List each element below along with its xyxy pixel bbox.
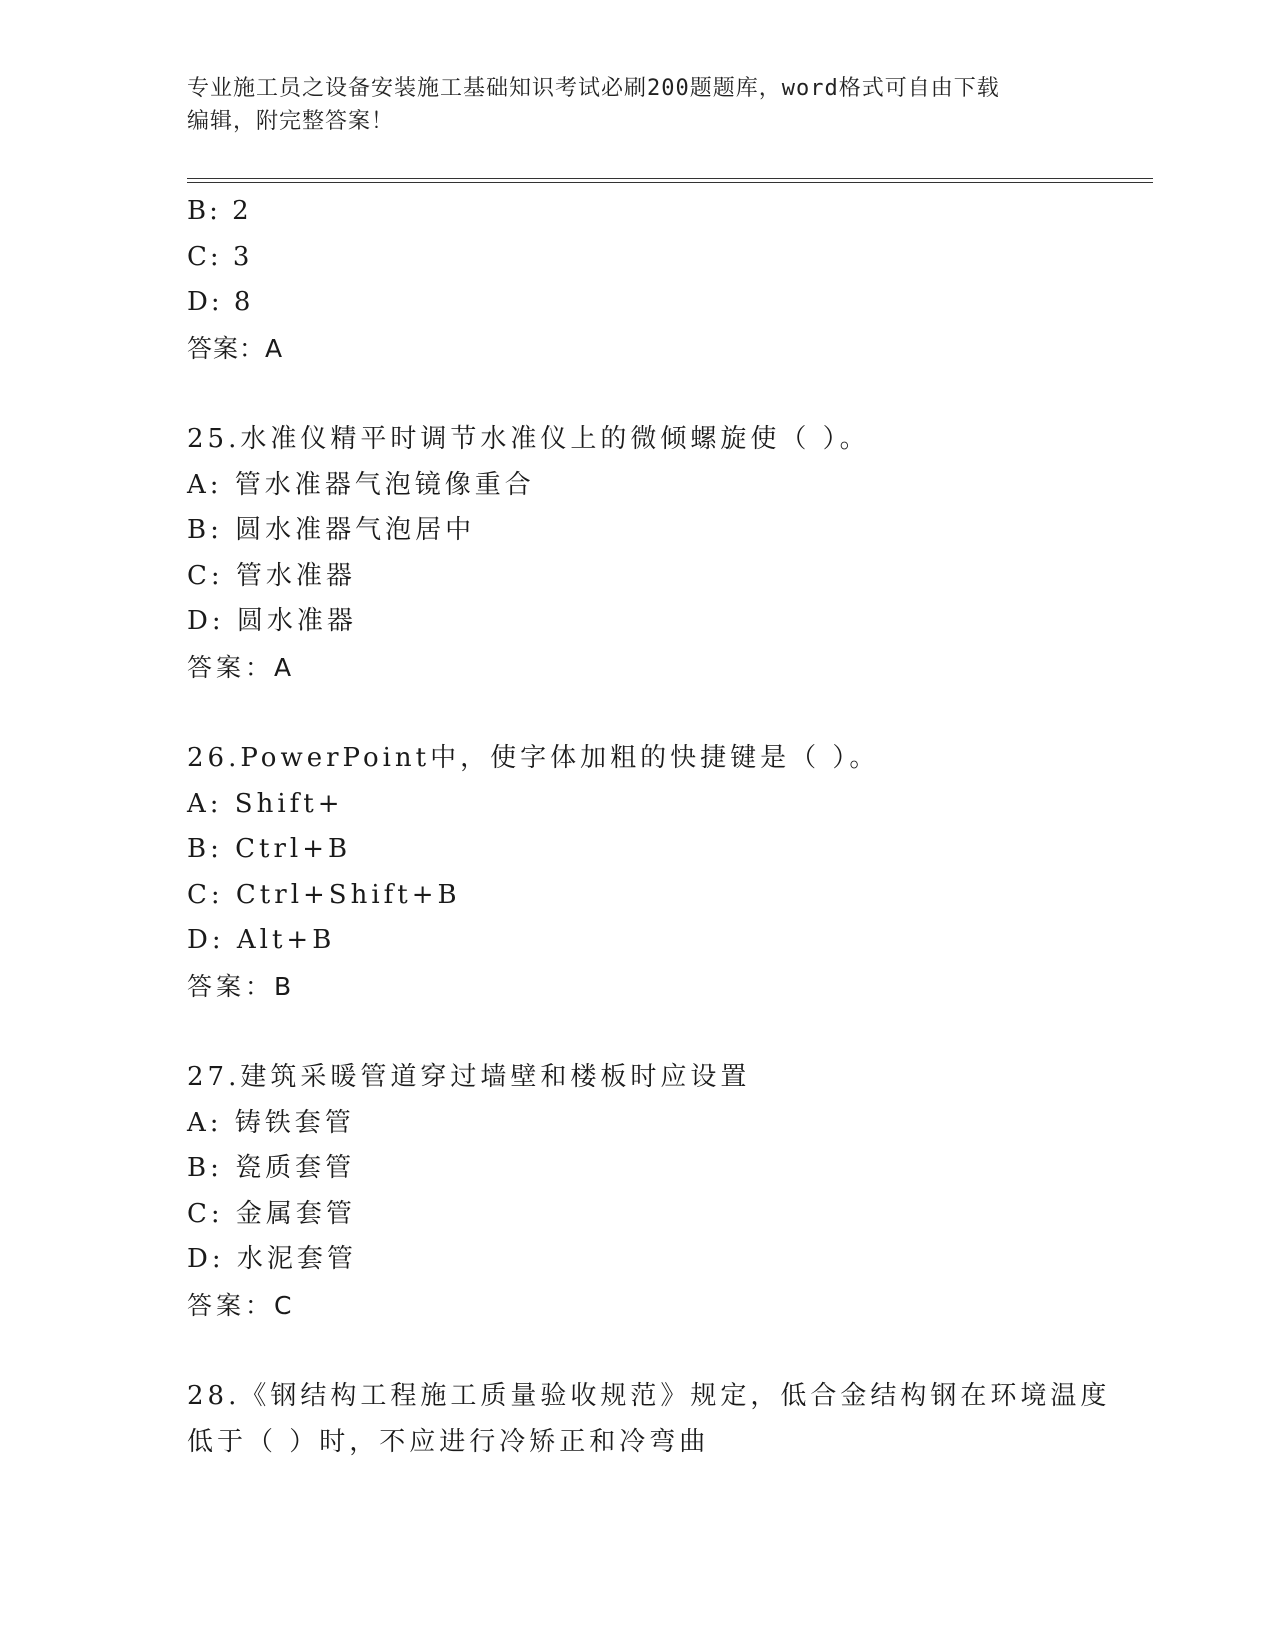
- document-header: [187, 72, 1087, 138]
- header-divider-bottom: [187, 182, 1153, 183]
- option-d: D: 8: [187, 287, 254, 317]
- answer-line: 答案：C: [187, 1290, 296, 1320]
- question-text: 26.PowerPoint中，使字体加粗的快捷键是（ ）。: [187, 743, 880, 773]
- question-25: [187, 417, 1147, 690]
- option-d: D: Alt+B: [187, 925, 336, 955]
- spacer: [187, 690, 1147, 736]
- header-title-line-2: 编辑，附完整答案！: [187, 109, 395, 134]
- question-text: 25.水准仪精平时调节水准仪上的微倾螺旋使（ ）。: [187, 424, 870, 454]
- continued-question: [187, 189, 1147, 371]
- option-b: B: 圆水准器气泡居中: [187, 515, 476, 545]
- document-body: [187, 189, 1147, 1465]
- option-d: D: 水泥套管: [187, 1244, 357, 1274]
- option-c: C: 3: [187, 241, 253, 272]
- question-26: [187, 736, 1147, 1009]
- header-divider-top: [187, 178, 1153, 179]
- question-27: [187, 1055, 1147, 1328]
- spacer: [187, 1009, 1147, 1055]
- option-a: A: 管水准器气泡镜像重合: [187, 469, 535, 500]
- option-d: D: 圆水准器: [187, 606, 357, 636]
- header-title-line-1: 专业施工员之设备安装施工基础知识考试必刷200题题库，word格式可自由下载: [187, 76, 1000, 101]
- option-b: B: Ctrl+B: [187, 834, 352, 864]
- answer-line: 答案：A: [187, 652, 296, 682]
- option-c: C: Ctrl+Shift+B: [187, 879, 461, 910]
- question-text-line-1: 28.《钢结构工程施工质量验收规范》规定，低合金结构钢在环境温度: [187, 1381, 1111, 1411]
- option-c: C: 管水准器: [187, 560, 356, 591]
- question-28: [187, 1374, 1147, 1465]
- option-a: A: Shift+: [187, 788, 344, 819]
- option-a: A: 铸铁套管: [187, 1107, 355, 1138]
- spacer: [187, 1328, 1147, 1374]
- option-c: C: 金属套管: [187, 1198, 356, 1229]
- answer-line: 答案：B: [187, 971, 296, 1001]
- question-text-line-2: 低于（ ）时，不应进行冷矫正和冷弯曲: [187, 1426, 710, 1457]
- spacer: [187, 371, 1147, 417]
- option-b: B: 2: [187, 196, 252, 226]
- answer-line: 答案：A: [187, 333, 284, 363]
- question-text: 27.建筑采暖管道穿过墙壁和楼板时应设置: [187, 1062, 751, 1092]
- option-b: B: 瓷质套管: [187, 1153, 356, 1183]
